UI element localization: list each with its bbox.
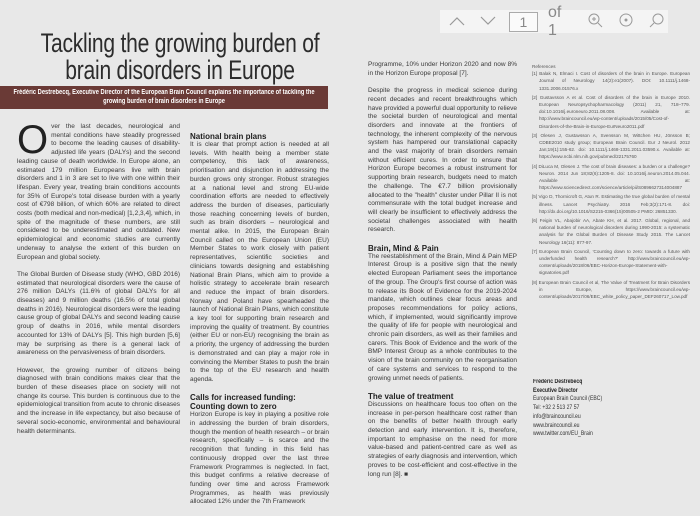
paragraph: The Global Burden of Disease study (WHO, GBD 2016) estimated that neurological disorders were the cause of 276 million DALYs (11.6% of global DALYs for all diseases) and 9 million deaths (16.5% of total global deaths in 2016). Neurological disorders were the leading cause group of global DALYs and second leading cause group of deaths in 2016, while mental disorders accounted for 13% of DALYs [5]. This high burden [5,6] may be surprising as there is a general lack of awareness on the pervasiveness of brain disorders.: [17, 270, 180, 357]
reference-item: [3] Olesen J, Gustavsson A, Svensson M, Wittchen HU, Jönsson B; CDBE2010 study group; European Brain Council. Eur J Neurol. 2012 Jan;19(1):155-62. doi: 10.1111/j.1468-1331.2011.03590.x. Available at: https://www.ncbi.nlm.nih.gov/pubmed/22175760: [532, 132, 690, 160]
paragraph: However, the growing number of citizens being diagnosed with brain conditions makes clear that the burden of these diseases place on society will not change its course. This burden is continuous due to the epidemiological transition from acute to chronic diseases and the increase in life expectancy, but also because of several socio-economic, environmental and behavioural health determinants.: [17, 366, 180, 435]
search-icon[interactable]: [647, 12, 668, 31]
author-email[interactable]: info@braincouncil.eu: [533, 413, 581, 420]
standfirst-banner: [0, 86, 328, 109]
reference-item: [4] DiLuca M, Olesen J. The cost of brain diseases: a burden or a challenge? Neuron. 2014 Jun 18;82(6):1205-8. doi: 10.1016/j.neuron.2014.05.044. Available at: https://www.sciencedirect.com/science/article/pii/S0896627314004887: [532, 163, 690, 191]
author-role: Executive Director: [533, 387, 578, 394]
zoom-in-icon[interactable]: [584, 12, 605, 31]
column-3: [368, 61, 517, 488]
section-heading: [190, 393, 329, 411]
reference-item: [5] Vigo D, Thornicroft G, Atun R. Estimating the true global burden of mental illness. Lancet Psychiatry. 2016 Feb;3(2):171-8. doi: http://dx.doi.org/10.1016/S2215-0366(15)00505-2 PMID: 26851330.: [532, 194, 690, 214]
reference-item: [6] Feigin VL, Abajobir AA, Abate KH, et al. 2017. Global, regional, and national burden of neurological disorders during 1990-2015: a systematic analysis for the Global Burden of Disease Study 2015. The Lancet Neurology 16(11): 877-97.: [532, 218, 690, 245]
paragraph: Discussions on healthcare focus too often on the increase in per-person healthcare cost rather than on the benefits of better health through early detection and early intervention. It is, therefore, important to emphasise on the need for more value-based and patient-centred care as well as strategies of early diagnosis and intervention, which proves to be cost-efficient and cost-effective in the long run [8]. ■: [368, 400, 517, 478]
article-title: Tackling the growing burden of brain disorders in Europe: [40, 28, 320, 85]
section-heading: The value of treatment: [368, 391, 454, 401]
author-name: Frédéric Destrebecq: [533, 379, 583, 385]
paragraph: It is clear that prompt action is needed at all levels. With health being a member state competency, this lack of awareness, prioritisation and disjunction in addressing the burden grows only stronger. Robust strategies at a national level and strong EU-wide coordination efforts are needed to effectively address the burden of diseases, particularly those reaching concerning levels of burden, such as brain disorders – neurological and mental alike. In 2015, the European Brain Council called on the European Union (EU) Member States to work closely with patient representatives, scientific societies and clinicians towards designing and establishing National Brain Plans, which aim to provide a holistic strategy to accelerate brain research and reduce the impact of brain disorders. Norway and Poland have spearheaded the launch of National Brain Plans, which constitute a key tool for supporting brain research and improving the quality of treatment. By countries (either EU or non-EU) recognising the brain as a priority, the urgency of addressing the burden is demonstrated and can play a major role in convincing the Member States to push the brain to the top of the EU research and health agenda.: [190, 141, 329, 383]
zoom-reset-icon[interactable]: [615, 12, 636, 31]
drop-cap: O: [17, 118, 49, 162]
references: [532, 63, 690, 302]
section-heading: Brain, Mind & Pain: [368, 243, 439, 253]
paragraph: The reestablishment of the Brain, Mind & Pain MEP Interest Group is a positive sign that the newly elected European Parliament sees the importance of the group. The Group's first course of action was to release its Book of Evidence for the 2019-2024 mandate, which outlines clear focus areas and proposes recommendations for policy actions, which, if implemented, would significantly improve the quality of life for people with neurological and chronic pain disorders, as well as their families and carers. This Book of Evidence and the work of the BMP Interest Group as a whole contributes to the vision of the brain community on the reorganisation of care systems and services to respond to the growing unmet needs of patients.: [368, 252, 517, 382]
section-heading: National brain plans: [190, 132, 267, 141]
column-2: [190, 130, 329, 516]
column-1: [17, 118, 180, 445]
pdf-viewer-toolbar: [440, 3, 668, 39]
author-tel: Tel: +32 2 513 27 57: [533, 405, 580, 412]
author-org: European Brain Council (EBC): [533, 396, 603, 403]
reference-item: [2] Gustavsson A et al. Cost of disorders of the brain in Europe 2010. European Neuropsychopharmacology (2011) 21, 718–779. doi:10.1016/j.euroneuro.2011.08.008. Available at: http://www.braincouncil.eu/wp-content/uploads/2015/05/Cost-of-Disorders-of-the-Brain-in-Europe-EurNeuro2011.pdf: [532, 94, 690, 129]
paragraph: Programme, 10% under Horizon 2020 and now 8% in the Horizon Europe proposal [7].: [368, 61, 517, 77]
chevron-down-icon[interactable]: [477, 14, 498, 30]
author-twitter[interactable]: www.twitter.com/EU_Brain: [533, 431, 593, 438]
paragraph: ver the last decades, neurological and mental conditions have steadily progressed to become the leading causes of disability-adjusted life years (DALYs) and the second leading cause of death worldwide. In Europe alone, an estimated 179 million Europeans live with brain disorders and 1 in 3 are set to live with one within their lifespan. Every year, treating brain conditions accounts for 35% of Europe's total disease burden with a yearly cost of €798 billion, of which 60% are related to direct costs (both medical and non-medical) [1,2,3,4], which, in spite of the magnitude of these numbers, are still considered to be underestimated and outdated. New epidemiological and economic studies are currently underway to analyse the extent of this burden on European and global society.: [17, 123, 180, 261]
reference-item: [1] Balak N, Elmaci I. Cost of disorders of the brain in Europe. European Journal of Neurology 14(2):e1(2007). DOI: 10.1111/j.1468-1331.2006.01576.x: [532, 71, 690, 91]
page-number-input[interactable]: 1: [509, 12, 538, 32]
reference-item: [7] European Brain Council, 'Counting down to zero: towards a future with underfunded health research?' http://www.braincouncil.eu/wp-content/uploads/2018/06/EBC-Horizon-Europe-Statement-with-signatories.pdf: [532, 248, 690, 276]
references-heading: References: [532, 64, 556, 69]
author-contact: [533, 378, 602, 439]
paragraph: Despite the progress in medical science during recent decades and recent breakthroughs which have provided a powerful dual opportunity to relieve the societal burden of neurological and mental disorders and innovate at the frontiers of technology, the inherent complexity of the nervous system has hampered our translational capacity and the vast majority of brain disorders remain without efficient cures. In order to ensure that Horizon Europe becomes a robust instrument for supporting brain research, budgets need to match the challenge. The €7.7 billion provisionally allocated to the "health" cluster under Pillar II is not commensurate with the total budget increase and will clearly be insufficient to effectively address the societal challenges associated with health research.: [368, 87, 517, 234]
page-count: of 1: [547, 3, 562, 39]
standfirst: Frédéric Destrebecq, Executive Director of the European Brain Council explains the importance of tackling the growing burden of brain disorders in Europe: [13, 89, 315, 105]
chevron-up-icon[interactable]: [446, 14, 467, 30]
reference-item: [8] European Brain Council et al, The Value of Treatment for Brain Disorders in Europe, https://www.braincouncil.eu/wp-content/uploads/2017/06/EBC_white_policy_paper_DEF260717_Low.pdf: [532, 279, 690, 300]
author-website[interactable]: www.braincouncil.eu: [533, 422, 580, 429]
heading-line: Calls for increased funding:: [190, 393, 296, 403]
paragraph: Horizon Europe is key in playing a positive role in addressing the burden of brain disorders, though the mention of health research – or brain research, specifically – is scarce and the recognition that funding in this field has continuously dropped over the last three Framework Programmes is neglected. In fact, this budget confirms a relative decrease of funding over time and across Framework Programmes, as health was previously allocated 12% under the 7th Framework: [190, 411, 329, 506]
heading-line: Counting down to zero: [190, 402, 277, 412]
